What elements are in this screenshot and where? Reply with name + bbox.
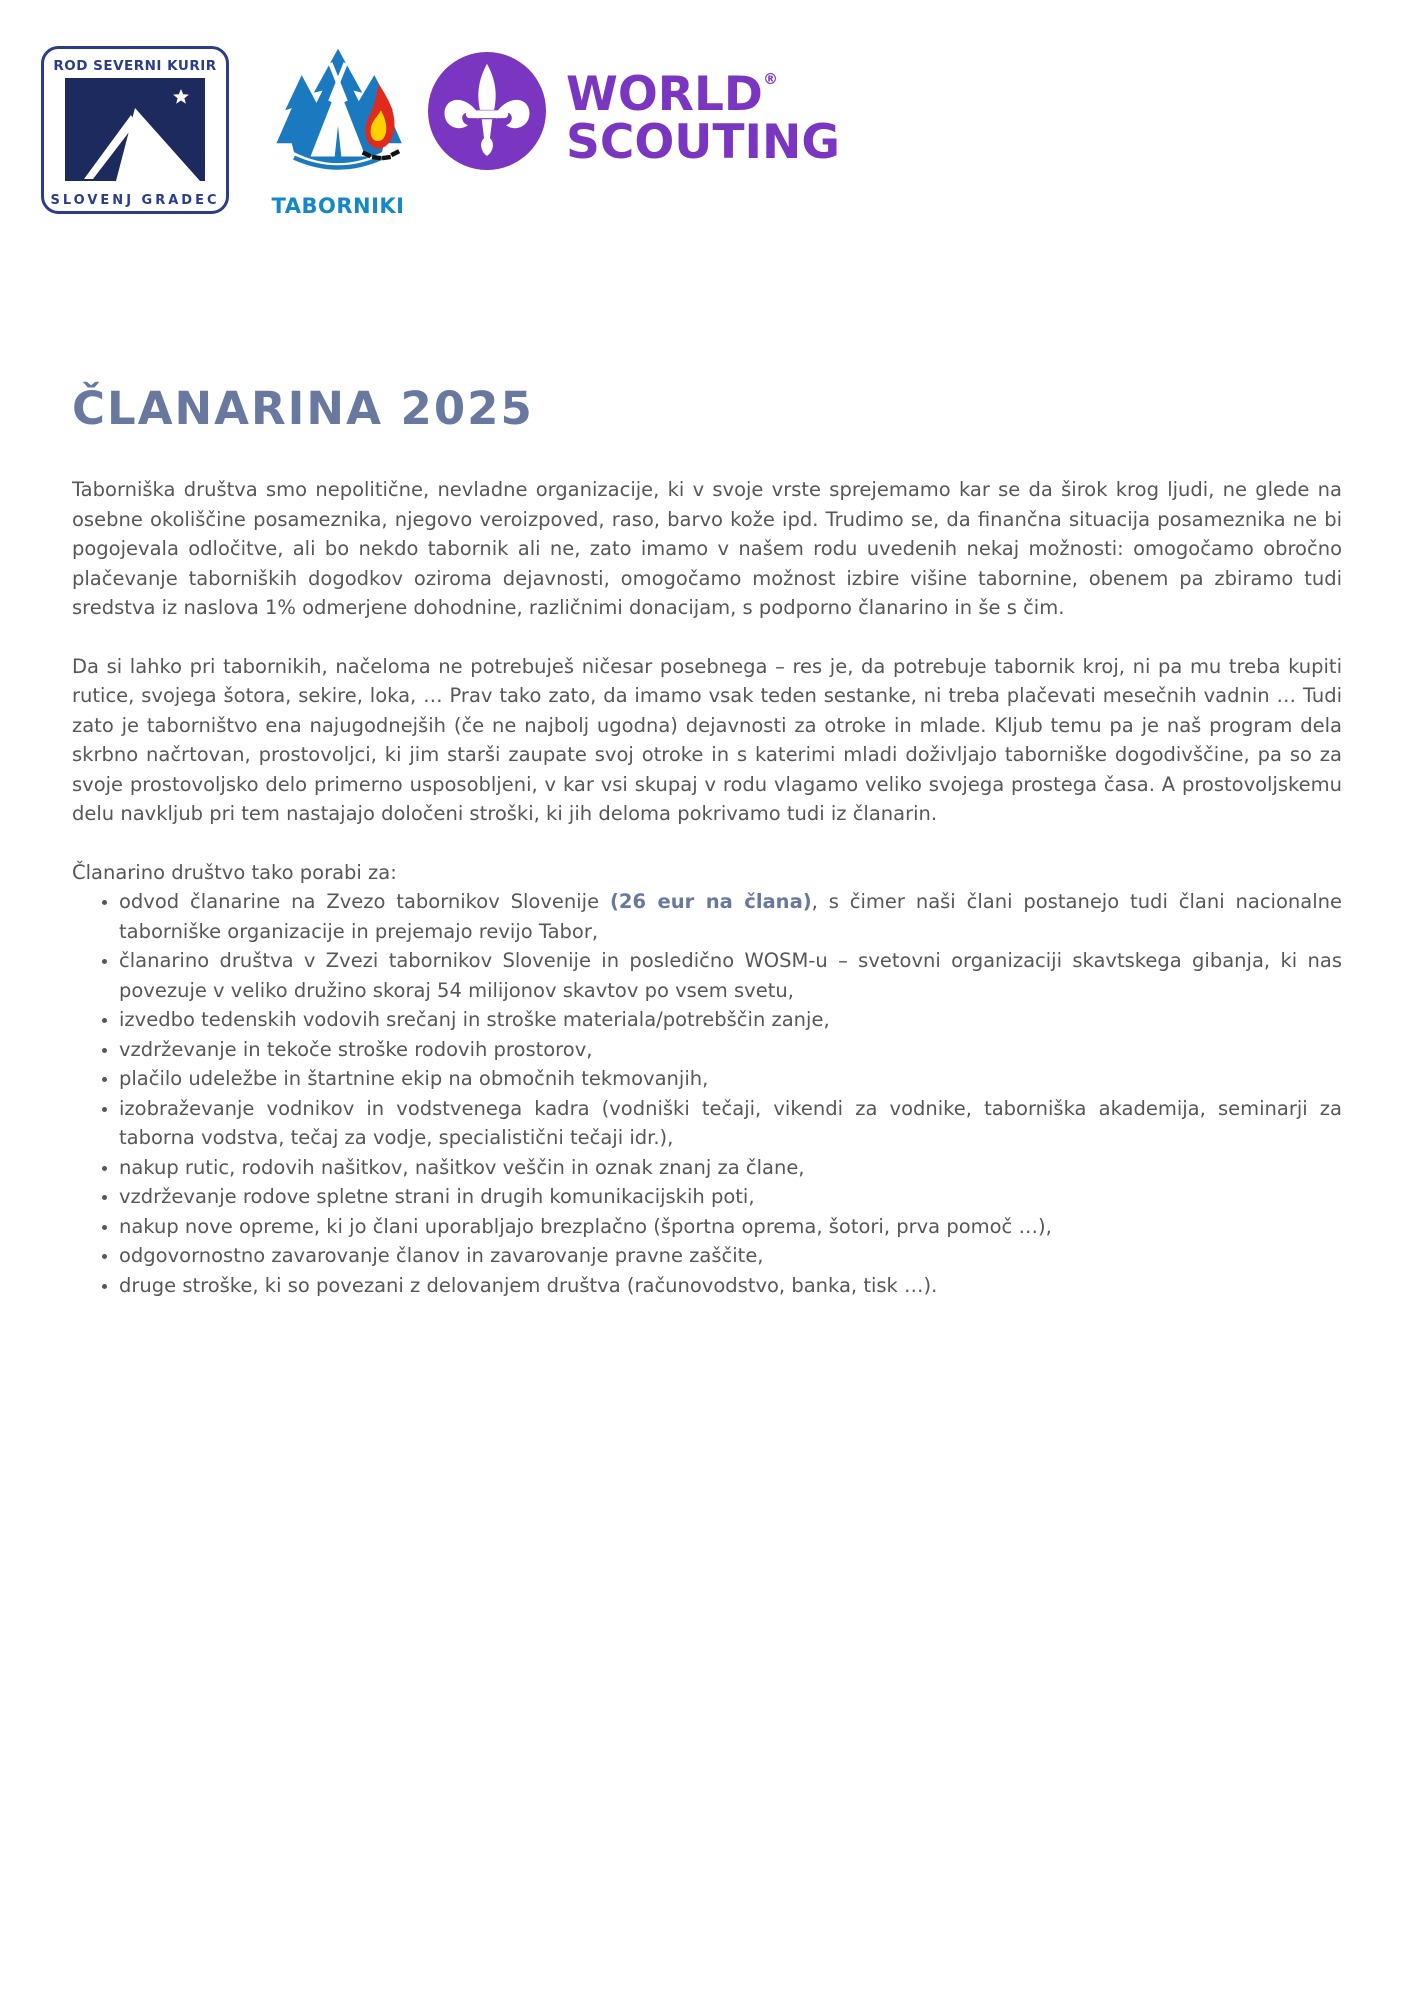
- wosm-word-world: WORLD: [566, 67, 763, 122]
- rod-top-text: ROD SEVERNI KURIR: [53, 58, 217, 74]
- intro-paragraph: Taborniška društva smo nepolitične, nevladne organizacije, ki v svoje vrste sprejemamo kar se da širok krog ljudi, ne glede na osebne okoliščine posameznika, njegovo veroizpoved, raso, barvo kože ipd. Trudimo se, da finančna situacija posameznika ne bi pogojevala odločitve, ali bo nekdo tabornik ali ne, zato imamo v našem rodu uvedenih nekaj možnosti: omogočamo obročno plačevanje taborniških dogodkov oziroma dejavnosti, omogočamo možnost izbire višine tabornine, obenem pa zbiramo tudi sredstva iz naslova 1% odmerjene dohodnine, različnimi donacijam, s podporno članarino in še s čim.: [72, 478, 1342, 619]
- list-item: • odgovornostno zavarovanje članov in zavarovanje pravne zaščite,: [119, 1241, 1342, 1271]
- registered-mark: ®: [762, 70, 778, 88]
- document-body: [72, 475, 1342, 1300]
- bullet-text: odvod članarine na Zvezo tabornikov Slovenije: [119, 890, 610, 913]
- list-item: • članarino društva v Zvezi tabornikov Slovenije in posledično WOSM-u – svetovni organizaciji skavtskega gibanja, ki nas povezuje v veliko družino skoraj 54 milijonov skavtov po vsem svetu,: [119, 946, 1342, 1005]
- membership-fee-highlight: (26 eur na člana): [610, 890, 812, 913]
- membership-spending-list: [72, 887, 1342, 1300]
- rod-severni-kurir-logo: [40, 45, 230, 215]
- rod-bottom-text: SLOVENJ GRADEC: [50, 193, 220, 208]
- taborniki-emblem-icon: [272, 46, 404, 190]
- taborniki-wordmark: TABORNIKI: [271, 194, 405, 218]
- list-item: • nakup nove opreme, ki jo člani uporabljajo brezplačno (športna oprema, šotori, prva pomoč …),: [119, 1212, 1342, 1242]
- list-item: • plačilo udeležbe in štartnine ekip na območnih tekmovanjih,: [119, 1064, 1342, 1094]
- wosm-line1: [566, 55, 840, 122]
- taborniki-logo: [253, 46, 423, 218]
- list-item: • nakup rutic, rodovih našitkov, našitkov veščin in oznak znanj za člane,: [119, 1153, 1342, 1183]
- list-item: • izvedbo tedenskih vodovih srečanj in stroške materiala/potrebščin zanje,: [119, 1005, 1342, 1035]
- list-item: • vzdrževanje rodove spletne strani in drugih komunikacijskih poti,: [119, 1182, 1342, 1212]
- list-item: • izobraževanje vodnikov in vodstvenega kadra (vodniški tečaji, vikendi za vodnike, taborniška akademija, seminarji za taborna vodstva, tečaj za vodje, specialistični tečaji idr.),: [119, 1094, 1342, 1153]
- logo-header: [0, 0, 1414, 230]
- list-item: • druge stroške, ki so povezani z delovanjem društva (računovodstvo, banka, tisk …).: [119, 1271, 1342, 1301]
- mountain-badge-icon: [40, 45, 230, 215]
- second-paragraph: Da si lahko pri tabornikih, načeloma ne potrebuješ ničesar posebnega – res je, da potrebuje tabornik kroj, ni pa mu treba kupiti rutice, svojega šotora, sekire, loka, … Prav tako zato, da imamo vsak teden sestanke, ni treba plačevati mesečnih vadnin … Tudi zato je taborništvo ena najugodnejših (če ne najbolj ugodna) dejavnosti za otroke in mlade. Kljub temu pa je naš program dela skrbno načrtovan, prostovoljci, ki jim starši zaupate svoj otroke in s katerimi mladi doživljajo taborniške dogodivščine, pa so za svoje prostovoljsko delo primerno usposobljeni, v kar vsi skupaj v rodu vlagamo veliko svojega prostega časa. A prostovoljskemu delu navkljub pri tem nastajajo določeni stroški, ki jih deloma pokrivamo tudi iz članarin.: [72, 654, 1342, 825]
- world-scouting-logo: [428, 52, 840, 170]
- fleur-de-lis-icon: [428, 52, 546, 170]
- world-scouting-wordmark: [566, 55, 840, 170]
- page-title: ČLANARINA 2025: [72, 382, 534, 435]
- wosm-line2: SCOUTING: [566, 115, 840, 170]
- list-intro: Članarino društvo tako porabi za:: [72, 860, 397, 884]
- bullet-text: , s čimer naši člani postanejo tudi člani nacionalne taborniške organizacije in prejemajo revijo Tabor,: [119, 890, 1342, 943]
- list-item: [119, 887, 1342, 946]
- list-item: • vzdrževanje in tekoče stroške rodovih prostorov,: [119, 1035, 1342, 1065]
